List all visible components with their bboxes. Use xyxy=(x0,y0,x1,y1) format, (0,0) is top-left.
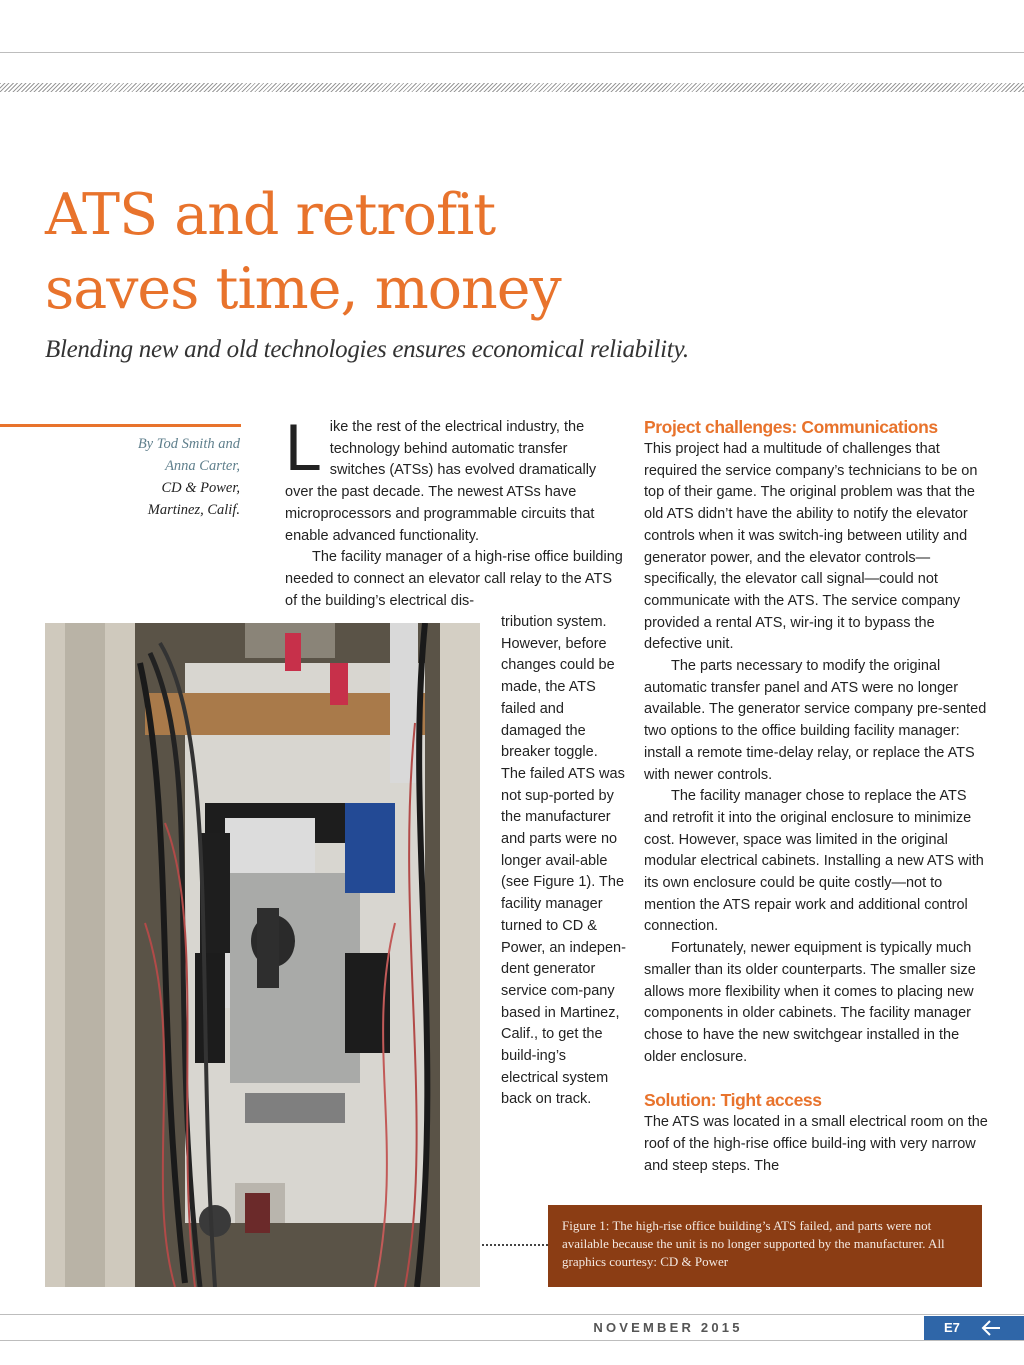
paragraph-newer-equipment: Fortunately, newer equipment is typically much smaller than its older counterparts. The smaller size allows more flexibility when it comes to placing new components in older cabinets. The facility manager chose to have the new switchgear installed in the older enclosure. xyxy=(644,940,976,1065)
page-number: E7 xyxy=(944,1320,960,1335)
paragraph-facility-manager: The facility manager of a high-rise office building needed to connect an elevator call relay to the ATS of the building’s electrical dis- xyxy=(285,549,623,609)
headline-line-2: saves time, money xyxy=(45,256,561,322)
footer-rule-top xyxy=(0,1314,1024,1315)
top-rule xyxy=(0,52,1024,53)
figure-1-caption: Figure 1: The high-rise office building’s ATS failed, and parts were not available because the unit is no longer supported by the manufacturer. All graphics courtesy: CD & Power xyxy=(548,1205,982,1287)
footer-rule-bottom xyxy=(0,1340,1024,1341)
paragraph-parts: The parts necessary to modify the original automatic transfer panel and ATS were no longer available. The generator service company pre-sented two options to the office building facility manager: install a remote time-delay relay, or replace the ATS with newer controls. xyxy=(644,658,987,783)
paragraph-solution: The ATS was located in a small electrical room on the roof of the high-rise office build-ing with very narrow and steep steps. The xyxy=(644,1114,988,1174)
byline xyxy=(60,433,240,521)
deck-subtitle: Blending new and old technologies ensures economical reliability. xyxy=(45,336,689,363)
issue-date: NOVEMBER 2015 xyxy=(593,1320,743,1335)
intro-paragraph: ike the rest of the electrical industry, the technology behind automatic transfer switches (ATSs) has evolved dramatically over the past decade. The newest ATSs have microprocessors and programmable circuits that enable advanced functionality. xyxy=(285,419,597,544)
headline xyxy=(45,178,745,326)
article-column-1 xyxy=(285,410,625,612)
paragraph-retrofit: The facility manager chose to replace the ATS and retrofit it into the original enclosure to minimize cost. However, space was limited in the original modular electrical cabinets. Installing a new ATS with its own enclosure could be quite costly—not to mention the ATS repair work and additional control connection. xyxy=(644,788,984,935)
article-column-2 xyxy=(501,612,626,1111)
byline-authors-1: By Tod Smith and xyxy=(137,436,240,452)
section-heading-communications: Project challenges: Communications xyxy=(644,417,938,437)
hatched-band xyxy=(0,83,1024,92)
article-column-3 xyxy=(644,415,989,1178)
paragraph-continued: However, before changes could be made, the ATS failed and damaged the breaker toggle. The failed ATS was not sup-ported by the manufacturer and parts were no longer avail-able (see Figure 1). The facility manager turned to CD & Power, an indepen-dent generator service com-pany based in Martinez, Calif., to get the build-ing’s electrical system back on track. xyxy=(501,635,626,1108)
byline-location: Martinez, Calif. xyxy=(147,502,240,518)
drop-cap: L xyxy=(285,410,322,484)
back-arrow-icon[interactable] xyxy=(980,1319,1002,1337)
figure-1-photo xyxy=(45,623,480,1287)
ats-cabinet-illustration xyxy=(45,623,480,1287)
paragraph-challenges: This project had a multitude of challenges that required the service company’s technicians to be on top of their game. The original problem was that the old ATS didn’t have the ability to notify the elevator controls when it was switch-ing between utility and generator power, and the elevator controls—specifically, the elevator call signal—could not communicate with the ATS. The service company provided a rental ATS, wir-ing it to bypass the defective unit. xyxy=(644,441,978,653)
page-number-box[interactable] xyxy=(924,1316,1024,1340)
paragraph-continued-lead: tribution system. xyxy=(501,614,607,630)
headline-line-1: ATS and retrofit xyxy=(45,182,496,248)
caption-leader-dots xyxy=(482,1244,548,1246)
section-heading-tight-access: Solution: Tight access xyxy=(644,1090,822,1111)
byline-company: CD & Power, xyxy=(161,480,240,496)
byline-rule xyxy=(0,424,241,427)
byline-authors-2: Anna Carter, xyxy=(165,458,240,474)
